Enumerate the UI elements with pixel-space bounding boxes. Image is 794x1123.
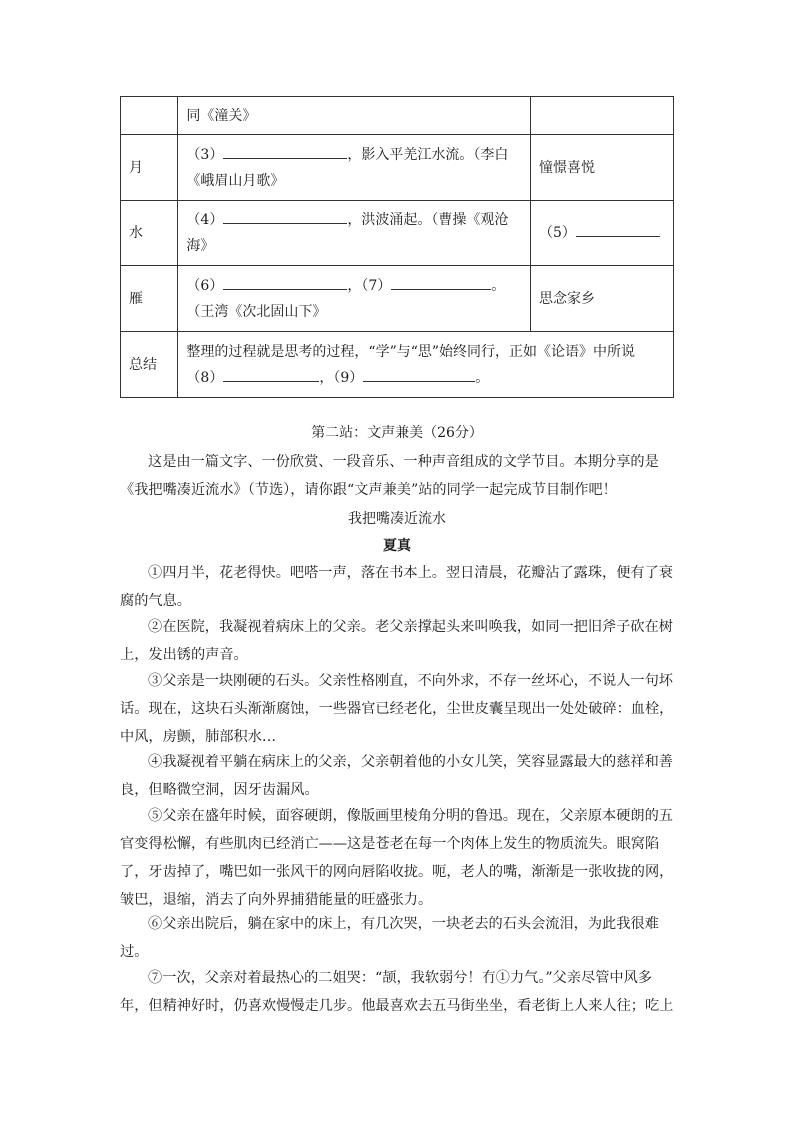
paragraph-line: 皱巴，退缩，消去了向外界捕猎能量的旺盛张力。 — [120, 892, 433, 908]
answer-blank[interactable] — [576, 222, 660, 237]
answer-blank[interactable] — [363, 367, 475, 382]
paragraph-line: ⑥父亲出院后，躺在家中的床上，有几次哭，一块老去的石头会流泪，为此我很难 — [148, 916, 659, 932]
article-paragraph — [120, 559, 674, 615]
content-cell — [178, 201, 531, 266]
poem-table — [120, 96, 674, 398]
paragraph-line: 上，发出锈的声音。 — [120, 647, 248, 663]
answer-blank[interactable] — [223, 275, 347, 290]
question-number: ，（9） — [319, 369, 364, 386]
summary-cell — [178, 332, 674, 398]
emotion-cell: 憧憬喜悦 — [530, 135, 673, 201]
answer-blank[interactable] — [391, 275, 491, 290]
topic-cell: 月 — [121, 135, 178, 201]
paragraph-line: 官变得松懈，有些肌肉已经消亡——这是苍老在每一个肉体上发生的物质流失。眼窝陷 — [120, 836, 660, 852]
cell-text: 《峨眉山月歌》 — [186, 172, 285, 189]
section-intro — [120, 448, 674, 504]
cell-text: 同《潼关》 — [186, 107, 257, 124]
answer-blank[interactable] — [223, 367, 319, 382]
paragraph-line: ①四月半，花老得快。吧嗒一声，落在书本上。翌日清晨，花瓣沾了露珠，便有了衰 — [148, 565, 673, 581]
intro-line: 《我把嘴凑近流水》（节选），请你跟“文声兼美”站的同学一起完成节目制作吧！ — [120, 482, 617, 498]
paragraph-line: ③父亲是一块刚硬的石头。父亲性格刚直，不向外求，不存一丝坏心，不说人一句坏 — [148, 673, 673, 689]
question-number: （3） — [186, 146, 224, 163]
paragraph-line: ⑤父亲在盛年时候，面容硬朗，像版画里棱角分明的鲁迅。现在，父亲原本硬朗的五 — [148, 808, 673, 824]
article-paragraph — [120, 910, 674, 966]
paragraph-line: ②在医院，我凝视着病床上的父亲。老父亲撑起头来叫唤我，如同一把旧斧子砍在树 — [148, 619, 673, 635]
question-number: （4） — [186, 212, 224, 228]
paragraph-line: 年，但精神好时，仍喜欢慢慢走几步。他最喜欢去五马街坐坐，看老街上人来人往；吃上 — [120, 998, 674, 1014]
topic-cell: 水 — [121, 201, 178, 266]
topic-cell: 雁 — [121, 266, 178, 332]
paragraph-line: 了，牙齿掉了，嘴巴如一张风干的网向唇陷收拢。呃，老人的嘴，渐渐是一张收拢的网， — [120, 864, 674, 880]
article-paragraph — [120, 613, 674, 669]
article-author: 夏真 — [383, 538, 411, 554]
intro-line: 这是由一篇文字、一份欣赏、一段音乐、一种声音组成的文学节目。本期分享的是 — [148, 454, 659, 470]
cell-text: 。 — [491, 277, 506, 294]
cell-text: ，影入平羌江水流。（李白 — [347, 146, 509, 163]
paragraph-line: 过。 — [120, 944, 149, 960]
table-row — [121, 97, 674, 135]
article-title: 我把嘴凑近流水 — [348, 511, 446, 527]
cell-text: 整理的过程就是思考的过程，“学”与“思”始终同行，正如《论语》中所说 — [186, 343, 636, 360]
article-paragraph — [120, 802, 674, 914]
cell-text: 。 — [475, 369, 490, 386]
paragraph-line: 中风，房颤，肺部积水… — [120, 729, 277, 745]
paragraph-line: ④我凝视着平躺在病床上的父亲，父亲朝着他的小女儿笑，笑容显露最大的慈祥和善 — [148, 754, 673, 770]
article-paragraph — [120, 667, 674, 751]
question-number: （8） — [186, 369, 224, 386]
emotion-cell: 思念家乡 — [530, 266, 673, 332]
cell-text: （王湾《次北固山下》 — [186, 303, 327, 320]
question-number: （6） — [186, 277, 224, 294]
content-cell — [178, 266, 531, 332]
question-number: ，（7） — [347, 277, 392, 294]
topic-cell — [121, 97, 178, 135]
table-row — [121, 135, 674, 201]
article-paragraph — [120, 748, 674, 804]
emotion-cell — [530, 97, 673, 135]
paragraph-line: 话。现在，这块石头渐渐腐蚀，一些器官已经老化，尘世皮囊呈现出一处处破碎：血栓， — [120, 701, 674, 717]
cell-text: ，洪波涌起。（曹操《观沧 — [347, 212, 509, 228]
table-row — [121, 332, 674, 398]
table-row — [121, 266, 674, 332]
table-row — [121, 201, 674, 266]
question-number: （5） — [538, 225, 576, 241]
section-title: 第二站：文声兼美（26分） — [311, 425, 483, 441]
content-cell — [178, 97, 531, 135]
paragraph-line: ⑦一次，父亲对着最热心的二姐哭：“颉，我软弱兮！冇①力气。”父亲尽管中风多 — [148, 970, 652, 986]
cell-text: 海》 — [186, 238, 215, 254]
emotion-cell — [530, 201, 673, 266]
paragraph-line: 良，但略微空洞，因牙齿漏风。 — [120, 782, 319, 798]
answer-blank[interactable] — [223, 144, 347, 159]
article-paragraph — [120, 964, 674, 1020]
paragraph-line: 腐的气息。 — [120, 593, 191, 609]
topic-cell: 总结 — [121, 332, 178, 398]
content-cell — [178, 135, 531, 201]
answer-blank[interactable] — [223, 209, 347, 224]
